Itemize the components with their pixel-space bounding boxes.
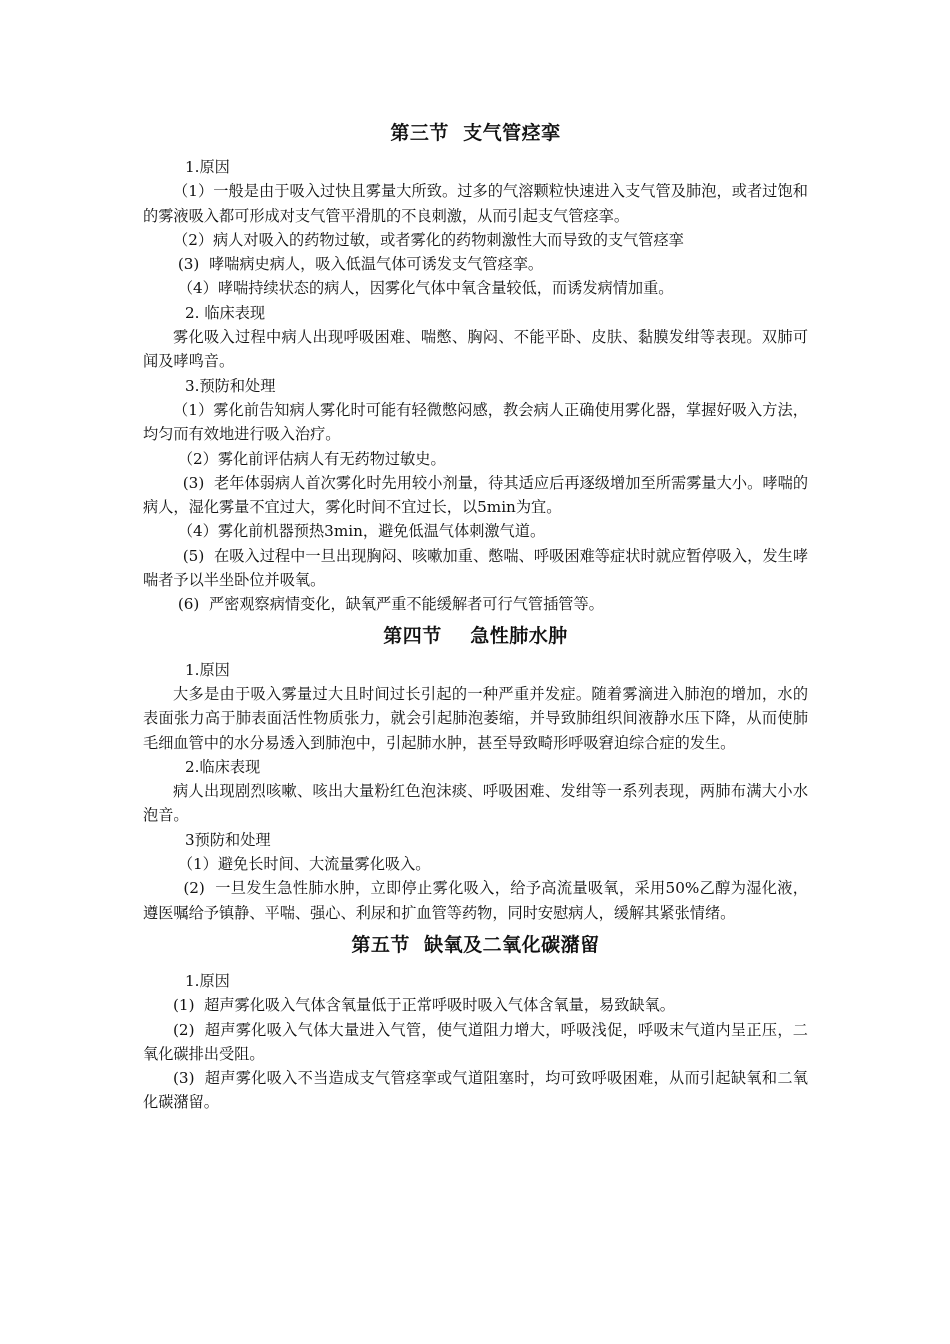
subheading-clinical: 2. 临床表现 xyxy=(185,303,266,322)
document-page xyxy=(143,118,808,1115)
paragraph: 病人出现剧烈咳嗽、咳出大量粉红色泡沫痰、呼吸困难、发绀等一系列表现，两肺布满大小水泡音。 xyxy=(143,782,808,825)
paragraph: （1）一般是由于吸入过快且雾量大所致。过多的气溶颗粒快速进入支气管及肺泡，或者过饱和的雾液吸入都可形成对支气管平滑肌的不良刺激，从而引起支气管痉挛。 xyxy=(143,182,808,225)
section-title-pulmonary-edema: 第四节 急性肺水肿 xyxy=(383,624,568,647)
paragraph: （2）雾化前评估病人有无药物过敏史。 xyxy=(173,449,446,468)
paragraph: (2) 超声雾化吸入气体大量进入气管，使气道阻力增大，呼吸浅促，呼吸末气道内呈正压，二氧化碳排出受阻。 xyxy=(143,1020,808,1063)
paragraph: (6) 严密观察病情变化，缺氧严重不能缓解者可行气管插管等。 xyxy=(173,595,604,614)
paragraph: （2）病人对吸入的药物过敏，或者雾化的药物刺激性大而导致的支气管痉挛 xyxy=(173,230,684,249)
subheading-prevention: 3.预防和处理 xyxy=(185,376,276,395)
paragraph: (3) 哮喘病史病人，吸入低温气体可诱发支气管痉挛。 xyxy=(173,255,544,274)
subheading-cause: 1.原因 xyxy=(185,660,230,679)
paragraph: （1）避免长时间、大流量雾化吸入。 xyxy=(173,855,431,874)
paragraph: （4）哮喘持续状态的病人，因雾化气体中氧含量较低，而诱发病情加重。 xyxy=(173,279,674,298)
paragraph: (3) 老年体弱病人首次雾化时先用较小剂量，待其适应后再逐级增加至所需雾量大小。哮喘的病人，湿化雾量不宜过大，雾化时间不宜过长，以5min为宜。 xyxy=(143,473,809,517)
paragraph: 雾化吸入过程中病人出现呼吸困难、喘憋、胸闷、不能平卧、皮肤、黏膜发绀等表现。双肺可闻及哮鸣音。 xyxy=(143,328,808,371)
paragraph: （1）雾化前告知病人雾化时可能有轻微憋闷感，教会病人正确使用雾化器，掌握好吸入方法，均匀而有效地进行吸入治疗。 xyxy=(143,400,808,444)
paragraph: (2) 一旦发生急性肺水肿，立即停止雾化吸入，给予高流量吸氧，采用50%乙醇为湿化液，遵医嘱给予镇静、平喘、强心、利尿和扩血管等药物，同时安慰病人，缓解其紧张情绪。 xyxy=(143,879,808,922)
paragraph: (3) 超声雾化吸入不当造成支气管痉挛或气道阻塞时，均可致呼吸困难，从而引起缺氧和二氧化碳潴留。 xyxy=(143,1069,808,1112)
paragraph: (1) 超声雾化吸入气体含氧量低于正常呼吸时吸入气体含氧量，易致缺氧。 xyxy=(173,996,675,1015)
subheading-prevention: 3预防和处理 xyxy=(185,830,271,849)
subheading-clinical: 2.临床表现 xyxy=(185,757,261,776)
section-title-hypoxia: 第五节 缺氧及二氧化碳潴留 xyxy=(351,933,600,956)
subheading-cause: 1.原因 xyxy=(185,158,230,176)
paragraph: (5) 在吸入过程中一旦出现胸闷、咳嗽加重、憋喘、呼吸困难等症状时就应暂停吸入，发生哮喘者予以半坐卧位并吸氧。 xyxy=(143,546,809,590)
section-title-bronchospasm: 第三节 支气管痉挛 xyxy=(390,122,561,144)
subheading-cause: 1.原因 xyxy=(185,971,230,990)
paragraph: 大多是由于吸入雾量过大且时间过长引起的一种严重并发症。随着雾滴进入肺泡的增加，水的表面张力高于肺表面活性物质张力，就会引起肺泡萎缩，并导致肺组织间液静水压下降，从而使肺毛细血管中的水分易透入到肺泡中，引起肺水肿，甚至导致畸形呼吸窘迫综合症的发生。 xyxy=(143,684,808,752)
paragraph: （4）雾化前机器预热3min，避免低温气体刺激气道。 xyxy=(173,522,546,541)
